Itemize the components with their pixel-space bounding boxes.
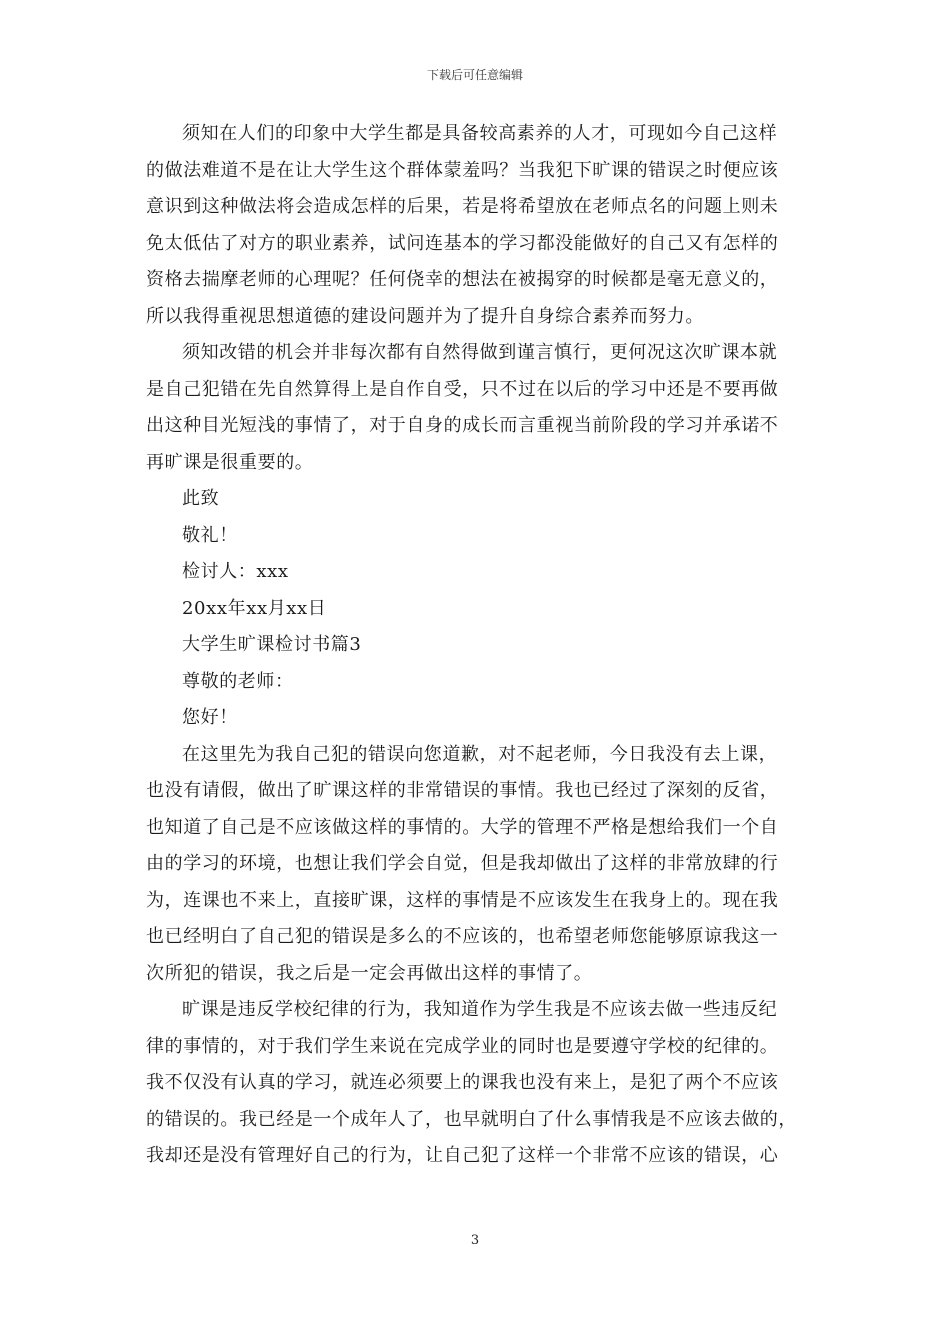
text-line: 次所犯的错误，我之后是一定会再做出这样的事情了。 — [146, 962, 593, 984]
text-line: 尊敬的老师： — [182, 670, 294, 692]
text-line: 的做法难道不是在让大学生这个群体蒙羞吗？当我犯下旷课的错误之时便应该 — [146, 159, 779, 181]
text-line: 也没有请假，做出了旷课这样的非常错误的事情。我也已经过了深刻的反省， — [146, 780, 779, 801]
text-line: 由的学习的环境，也想让我们学会自觉，但是我却做出了这样的非常放肆的行 — [146, 853, 779, 874]
text-line: 大学生旷课检讨书篇3 — [182, 634, 362, 655]
text-line: 我不仅没有认真的学习，就连必须要上的课我也没有来上，是犯了两个不应该 — [146, 1072, 779, 1093]
text-line: 在这里先为我自己犯的错误向您道歉，对不起老师，今日我没有去上课， — [182, 743, 778, 765]
text-line: 须知改错的机会并非每次都有自然得做到谨言慎行，更何况这次旷课本就 — [182, 342, 778, 363]
text-line: 为，连课也不来上，直接旷课，这样的事情是不应该发生在我身上的。现在我 — [146, 889, 779, 911]
text-line: 您好！ — [182, 707, 238, 728]
text-line: 旷课是违反学校纪律的行为，我知道作为学生我是不应该去做一些违反纪 — [182, 999, 778, 1020]
text-line: 检讨人：xxx — [182, 561, 289, 582]
text-line: 所以我得重视思想道德的建设问题并为了提升自身综合素养而努力。 — [146, 305, 704, 327]
text-line: 意识到这种做法将会造成怎样的后果，若是将希望放在老师点名的问题上则未 — [146, 196, 779, 217]
document-body — [146, 116, 810, 1175]
text-line: 的错误的。我已经是一个成年人了，也早就明白了什么事情我是不应该去做的， — [146, 1108, 797, 1130]
text-line: 律的事情的，对于我们学生来说在完成学业的同时也是要遵守学校的纪律的。 — [146, 1035, 779, 1057]
text-line: 此致 — [182, 488, 220, 509]
text-line: 敬礼！ — [182, 524, 238, 546]
text-line: 资格去揣摩老师的心理呢？任何侥幸的想法在被揭穿的时候都是毫无意义的， — [146, 269, 779, 290]
text-line: 20xx年xx月xx日 — [182, 597, 327, 619]
text-line: 再旷课是很重要的。 — [146, 451, 314, 473]
text-line: 我却还是没有管理好自己的行为，让自己犯了这样一个非常不应该的错误，心 — [146, 1145, 779, 1166]
text-line: 是自己犯错在先自然算得上是自作自受，只不过在以后的学习中还是不要再做 — [146, 378, 779, 400]
text-line: 出这种目光短浅的事情了，对于自身的成长而言重视当前阶段的学习并承诺不 — [146, 415, 779, 436]
text-line: 也知道了自己是不应该做这样的事情的。大学的管理不严格是想给我们一个自 — [146, 816, 779, 838]
text-line: 也已经明白了自己犯的错误是多么的不应该的，也希望老师您能够原谅我这一 — [146, 926, 779, 947]
text-line: 免太低估了对方的职业素养，试问连基本的学习都没能做好的自己又有怎样的 — [146, 232, 779, 254]
page-header: 下载后可任意编辑 — [426, 68, 523, 82]
text-line: 须知在人们的印象中大学生都是具备较高素养的人才，可现如今自己这样 — [182, 123, 778, 144]
page-number: 3 — [470, 1233, 480, 1248]
